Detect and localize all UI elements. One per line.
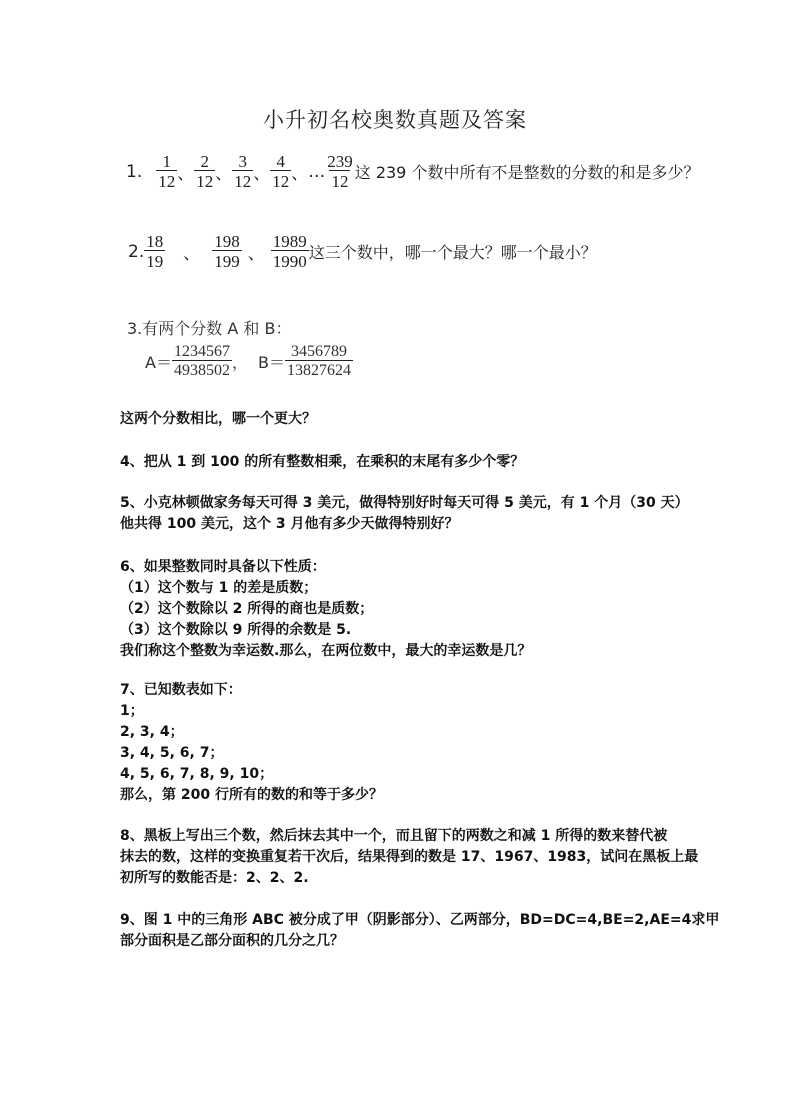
page-title: 小升初名校奥数真题及答案 xyxy=(263,108,527,132)
q1-text: 这 239 个数中所有不是整数的分数的和是多少？ xyxy=(354,163,700,182)
q1-number: 1. xyxy=(126,161,143,182)
question-6: 6、如果整数同时具备以下性质： （1）这个数与 1 的差是质数； （2）这个数除以 2 所得的商也是质数； （3）这个数除以 9 所得的余数是 5. 我们称这个整数为幸运数.那么，在两位数中，最大的幸运数是几？ xyxy=(120,559,532,659)
question-4: 4、把从 1 到 100 的所有整数相乘，在乘积的末尾有多少个零？ xyxy=(120,454,525,470)
fraction-b: 3456789 13827624 xyxy=(286,343,351,379)
question-2: 2. 18 19 、 198 199 、 1989 1990 这三个数中，哪一个最大？哪一个最小？ xyxy=(128,232,597,271)
fraction: 2 12 xyxy=(196,152,214,191)
fraction-a: 1234567 4938502 xyxy=(173,343,230,379)
question-7: 7、已知数表如下： 1； 2, 3, 4； 3, 4, 5, 6, 7； 4, 5, 6, 7, 8, 9, 10； 那么，第 200 行所有的数的和等于多少？ xyxy=(120,682,383,803)
question-3-fractions: A＝ 1234567 4938502 ， B＝ 3456789 13827624 xyxy=(145,343,351,379)
fraction: 3 12 xyxy=(234,152,252,191)
fraction: 18 19 xyxy=(146,232,164,271)
fraction: 1 12 xyxy=(158,152,176,191)
question-1: 1. 1 12 、 2 12 、 3 12 、 4 12 、 … 239 12 这 239 个数中所有不是整数的分数的和是多少？ xyxy=(126,152,700,191)
question-8: 8、黑板上写出三个数，然后抹去其中一个，而且留下的两数之和减 1 所得的数来替代被 抹去的数，这样的变换重复若干次后，结果得到的数是 17、1967、1983，试问在黑板上最 初所写的数能否是：2、2、2. xyxy=(120,828,699,886)
question-3-intro: 3.有两个分数 A 和 B： xyxy=(127,319,292,338)
fraction: 1989 1990 xyxy=(272,232,307,271)
q2-number: 2. xyxy=(128,241,145,262)
q2-text: 这三个数中，哪一个最大？哪一个最小？ xyxy=(308,243,597,262)
question-3-text: 这两个分数相比，哪一个更大？ xyxy=(120,411,316,427)
question-9: 9、图 1 中的三角形 ABC 被分成了甲（阴影部分）、乙两部分，BD=DC=4,BE=2,AE=4求甲 部分面积是乙部分面积的几分之几？ xyxy=(120,912,720,949)
question-5: 5、小克林顿做家务每天可得 3 美元，做得特别好时每天可得 5 美元，有 1 个月（30 天） 他共得 100 美元，这个 3 月他有多少天做得特别好？ xyxy=(120,495,689,532)
fraction: 198 199 xyxy=(214,232,240,271)
fraction: 4 12 xyxy=(272,152,290,191)
fraction: 239 12 xyxy=(327,152,353,191)
